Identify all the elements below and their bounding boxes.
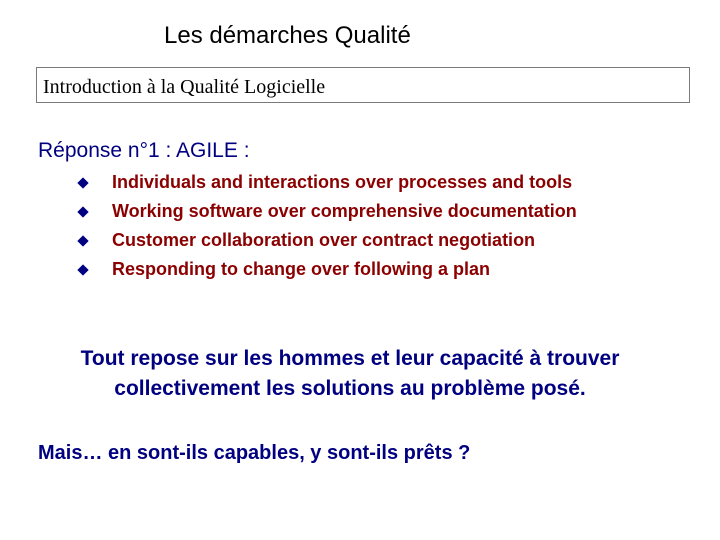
statement-line-1: Tout repose sur les hommes et leur capacité à trouver — [80, 347, 620, 370]
key-statement — [20, 344, 680, 404]
diamond-bullet-icon — [77, 177, 88, 188]
slide-title: Les démarches Qualité — [164, 22, 411, 49]
statement-line-2: collectivement les solutions au problème posé. — [114, 377, 586, 400]
section-heading: Réponse n°1 : AGILE : — [38, 139, 250, 162]
diamond-bullet-icon — [77, 264, 88, 275]
diamond-bullet-icon — [77, 206, 88, 217]
bullet-text: Working software over comprehensive documentation — [112, 201, 577, 221]
subtitle-text: Introduction à la Qualité Logicielle — [43, 76, 326, 98]
bullet-text: Responding to change over following a plan — [112, 259, 491, 279]
diamond-bullet-icon — [77, 235, 88, 246]
closing-question: Mais… en sont-ils capables, y sont-ils prêts ? — [38, 442, 471, 464]
bullet-text: Customer collaboration over contract negotiation — [112, 230, 536, 250]
subtitle-box — [36, 67, 690, 103]
bullet-text: Individuals and interactions over processes and tools — [112, 172, 573, 192]
